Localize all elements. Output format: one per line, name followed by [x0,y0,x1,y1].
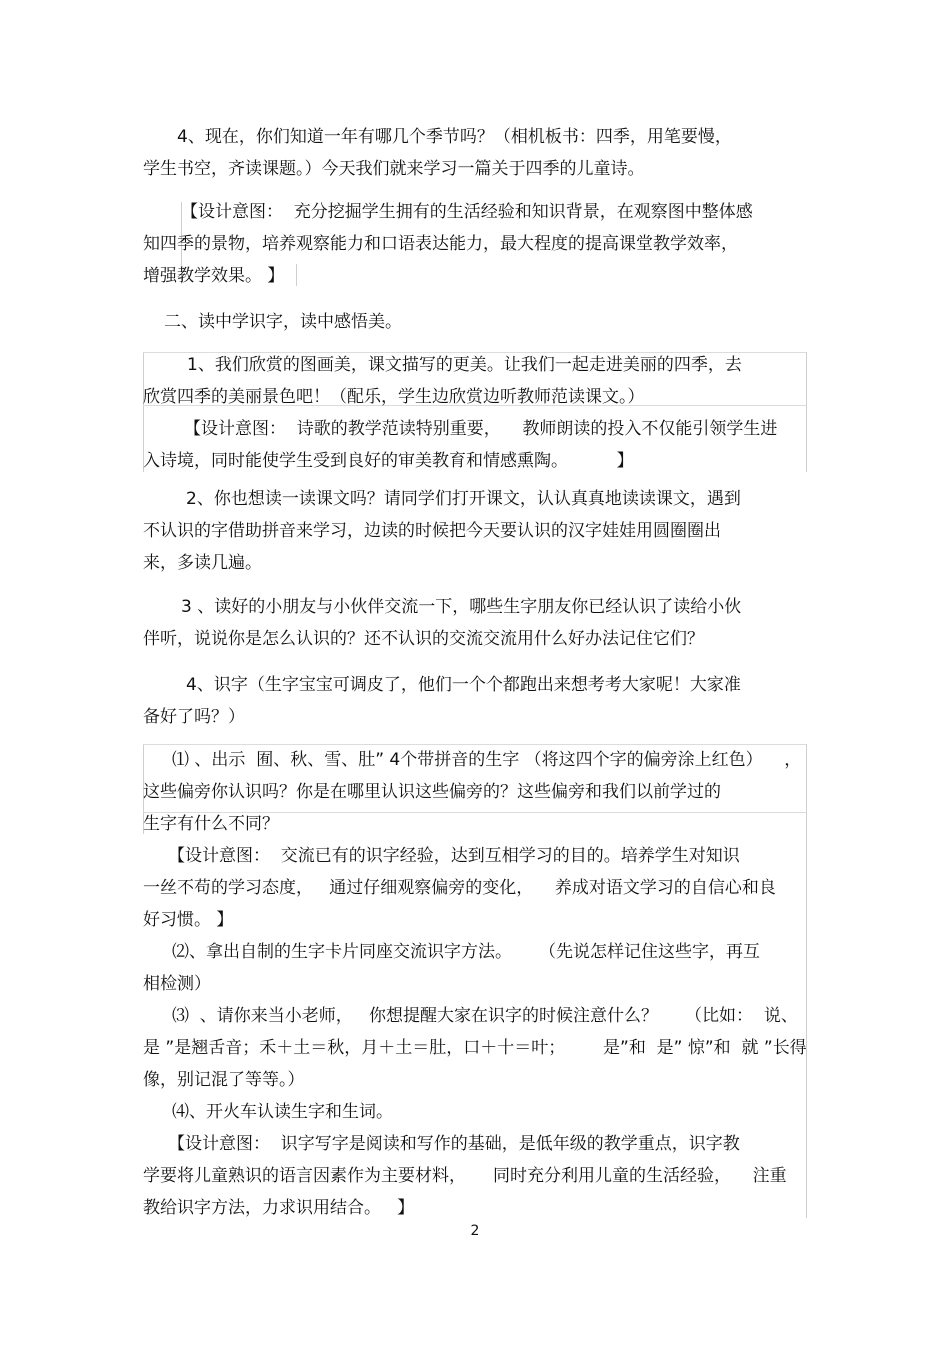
section-heading: 二、读中学识字，读中感悟美。 [164,312,402,332]
text-line: 4、现在，你们知道一年有哪几个季节吗？（相机板书：四季，用笔要慢， [177,127,732,147]
text-line: ⑶ 、请你来当小老师， 你想提醒大家在识字的时候注意什么？ （比如： 说、 [172,1006,798,1026]
text-line: ⑴ 、出示 囿、秋、雪、肚” 4个带拼音的生字 （将这四个字的偏旁涂上红色） ， [172,750,802,770]
text-line: 学生书空，齐读课题。）今天我们就来学习一篇关于四季的儿童诗。 [143,159,645,179]
design-intent-line: 学要将儿童熟识的语言因素作为主要材料， 同时充分利用儿童的生活经验， 注重 [143,1166,787,1186]
design-intent-line: 【设计意图： 识字写字是阅读和写作的基础，是低年级的教学重点，识字教 [168,1134,740,1154]
design-intent-line: 教给识字方法，力求识用结合。 】 [143,1198,415,1218]
border-line [296,264,297,286]
text-line: 生字有什么不同？ [143,814,279,834]
design-intent-line: 【设计意图： 诗歌的教学范读特别重要， 教师朗读的投入不仅能引领学生进 [184,419,778,439]
border-line [143,744,806,745]
text-line: 3 、读好的小朋友与小伙伴交流一下，哪些生字朋友你已经认识了读给小伙 [181,597,742,617]
design-intent-line: 增强教学效果。 】 [143,266,285,286]
text-line: 相检测） [143,974,211,994]
text-line: 不认识的字借助拼音来学习，边读的时候把今天要认识的汉字娃娃用圆圈圈出 [143,521,721,541]
text-line: 像，别记混了等等。） [143,1070,305,1090]
text-line: 4、识字（生字宝宝可调皮了，他们一个个都跑出来想考考大家呢！大家准 [186,675,741,695]
text-line: 备好了吗？） [143,707,245,727]
design-intent-line: 知四季的景物，培养观察能力和口语表达能力，最大程度的提高课堂教学效率， [143,234,738,254]
design-intent-line: 入诗境，同时能使学生受到良好的审美教育和情感熏陶。 】 [143,451,634,471]
text-line: 欣赏四季的美丽景色吧！（配乐，学生边欣赏边听教师范读课文。） [143,387,645,407]
design-intent-line: 好习惯。 】 [143,910,234,930]
design-intent-line: 【设计意图： 充分挖掘学生拥有的生活经验和知识背景，在观察图中整体感 [181,202,753,222]
text-line: 这些偏旁你认识吗？你是在哪里认识这些偏旁的？这些偏旁和我们以前学过的 [143,782,721,802]
design-intent-line: 一丝不苟的学习态度， 通过仔细观察偏旁的变化， 养成对语文学习的自信心和良 [143,878,776,898]
border-line [806,352,807,472]
page-number: 2 [470,1223,480,1239]
text-line: 来，多读几遍。 [143,553,262,573]
text-line: ⑵、拿出自制的生字卡片同座交流识字方法。 （先说怎样记住这些字，再互 [172,942,761,962]
text-line: 伴听，说说你是怎么认识的？还不认识的交流交流用什么好办法记住它们？ [143,629,704,649]
border-line [806,812,807,1218]
text-line: 2、你也想读一读课文吗？请同学们打开课文，认认真真地读读课文，遇到 [186,489,741,509]
design-intent-line: 【设计意图： 交流已有的识字经验，达到互相学习的目的。培养学生对知识 [168,846,740,866]
text-line: 是 ”是翘舌音；禾＋土＝秋，月＋土＝肚，口＋十＝叶； 是”和 是” 惊”和 就 ”长得 [143,1038,807,1058]
text-line: ⑷、开火车认读生字和生词。 [172,1102,393,1122]
text-line: 1、我们欣赏的图画美，课文描写的更美。让我们一起走进美丽的四季，去 [187,355,742,375]
